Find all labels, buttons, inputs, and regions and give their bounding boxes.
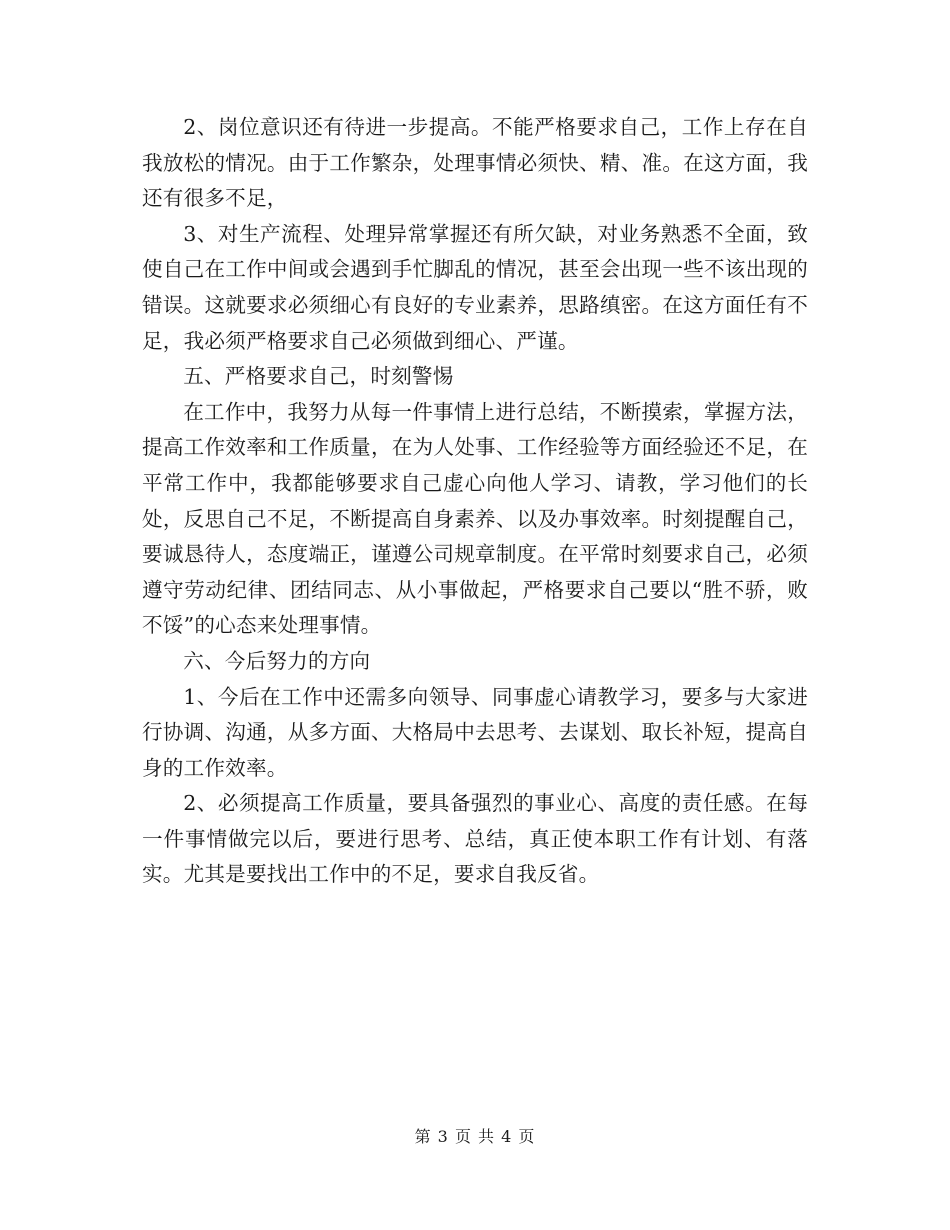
paragraph-work-summary: 在工作中，我努力从每一件事情上进行总结，不断摸索，掌握方法，提高工作效率和工作质量，在为人处事、工作经验等方面经验还不足，在平常工作中，我都能够要求自己虚心向他人学习、请教，学习他们的长处，反思自己不足，不断提高自身素养、以及办事效率。时刻提醒自己，要诚恳待人，态度端正，谨遵公司规章制度。在平常时刻要求自己，必须遵守劳动纪律、团结同志、从小事做起，严格要求自己要以“胜不骄，败不馁”的心态来处理事情。 (142, 399, 808, 638)
document-body (142, 110, 808, 893)
section-heading-six: 六、今后努力的方向 (183, 648, 371, 673)
paragraph-future-learning: 1、今后在工作中还需多向领导、同事虚心请教学习，要多与大家进行协调、沟通，从多方面、大格局中去思考、去谋划、取长补短，提高自身的工作效率。 (142, 684, 808, 780)
paragraph-production-process: 3、对生产流程、处理异常掌握还有所欠缺，对业务熟悉不全面，致使自己在工作中间或会遇到手忙脚乱的情况，甚至会出现一些不该出现的错误。这就要求必须细心有良好的专业素养，思路缜密。在这方面任有不足，我必须严格要求自己必须做到细心、严谨。 (142, 221, 808, 353)
paragraph-post-awareness: 2、岗位意识还有待进一步提高。不能严格要求自己，工作上存在自我放松的情况。由于工作繁杂，处理事情必须快、精、准。在这方面，我还有很多不足， (142, 115, 808, 211)
section-heading-five: 五、严格要求自己，时刻警惕 (183, 364, 454, 389)
paragraph-work-quality: 2、必须提高工作质量，要具备强烈的事业心、高度的责任感。在每一件事情做完以后，要进行思考、总结，真正使本职工作有计划、有落实。尤其是要找出工作中的不足，要求自我反省。 (142, 791, 808, 887)
page-number-footer: 第 3 页 共 4 页 (414, 1127, 536, 1146)
